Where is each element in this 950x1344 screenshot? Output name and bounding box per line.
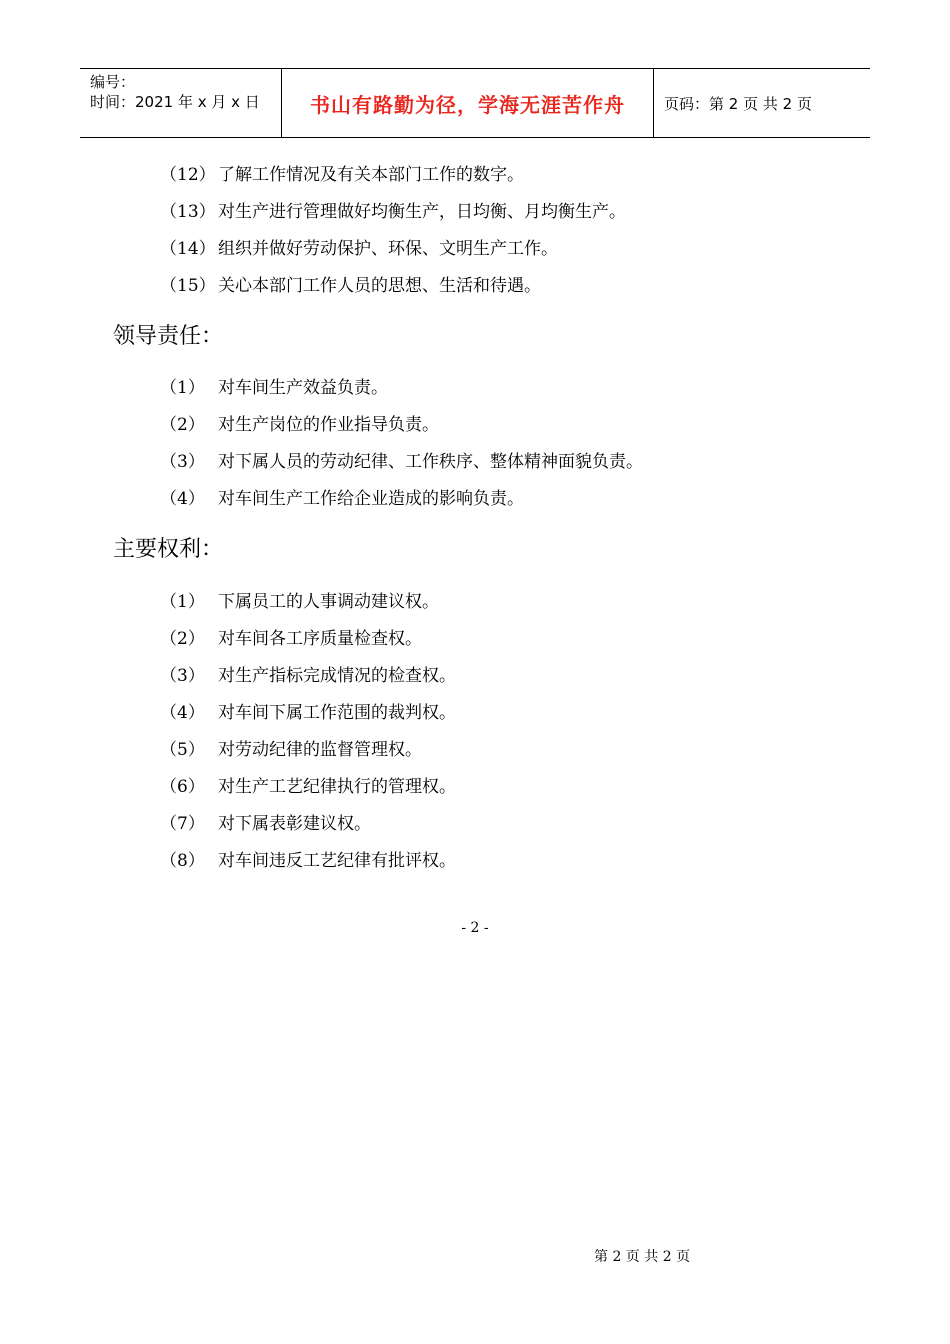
item-number: （2）: [160, 629, 205, 649]
list-item: [160, 775, 456, 799]
item-number: （15）: [160, 276, 216, 296]
item-number: （4）: [160, 703, 205, 723]
list-item: [160, 738, 422, 762]
page-footer: 第 2 页 共 2 页: [594, 1249, 691, 1265]
list-item: [160, 664, 456, 688]
list-item: [160, 701, 456, 725]
list-item: [160, 413, 439, 437]
item-text: 对生产岗位的作业指导负责。: [218, 415, 439, 435]
item-number: （6）: [160, 777, 205, 797]
item-number: （3）: [160, 666, 205, 686]
code-label: 编号：: [90, 73, 136, 91]
section-heading-leadership: 领导责任：: [113, 324, 224, 349]
item-number: （13）: [160, 202, 216, 222]
section-heading-rights: 主要权利：: [113, 537, 224, 562]
item-number: （7）: [160, 814, 205, 834]
list-item: [160, 450, 643, 474]
item-number: （1）: [160, 378, 205, 398]
item-number: （2）: [160, 415, 205, 435]
page-header: [80, 68, 870, 138]
item-number: （8）: [160, 851, 205, 871]
item-text: 对生产进行管理做好均衡生产，日均衡、月均衡生产。: [218, 202, 626, 222]
list-item: [160, 274, 541, 298]
item-number: （4）: [160, 489, 205, 509]
list-item: [160, 849, 456, 873]
list-item: [160, 376, 388, 400]
list-item: [160, 487, 524, 511]
header-left-cell: [80, 69, 282, 137]
item-number: （3）: [160, 452, 205, 472]
item-text: 对生产指标完成情况的检查权。: [218, 666, 456, 686]
item-text: 对下属表彰建议权。: [218, 814, 371, 834]
item-text: 对车间各工序质量检查权。: [218, 629, 422, 649]
list-item: [160, 812, 371, 836]
time-label: 时间：2021 年 x 月 x 日: [90, 93, 260, 111]
item-text: 对生产工艺纪律执行的管理权。: [218, 777, 456, 797]
list-item: [160, 237, 558, 261]
list-item: [160, 590, 439, 614]
header-page-info: 页码：第 2 页 共 2 页: [664, 94, 812, 113]
item-text: 对车间生产工作给企业造成的影响负责。: [218, 489, 524, 509]
item-text: 下属员工的人事调动建议权。: [218, 592, 439, 612]
header-motto: 书山有路勤为径，学海无涯苦作舟: [282, 69, 654, 137]
item-text: 对车间生产效益负责。: [218, 378, 388, 398]
item-text: 对车间下属工作范围的裁判权。: [218, 703, 456, 723]
item-number: （12）: [160, 165, 216, 185]
item-number: （1）: [160, 592, 205, 612]
item-text: 关心本部门工作人员的思想、生活和待遇。: [218, 276, 541, 296]
list-item: [160, 627, 422, 651]
item-text: 组织并做好劳动保护、环保、文明生产工作。: [218, 239, 558, 259]
list-item: [160, 163, 524, 187]
item-text: 对车间违反工艺纪律有批评权。: [218, 851, 456, 871]
list-item: [160, 200, 626, 224]
item-number: （5）: [160, 740, 205, 760]
item-text: 对下属人员的劳动纪律、工作秩序、整体精神面貌负责。: [218, 452, 643, 472]
item-text: 对劳动纪律的监督管理权。: [218, 740, 422, 760]
item-number: （14）: [160, 239, 216, 259]
item-text: 了解工作情况及有关本部门工作的数字。: [218, 165, 524, 185]
page-number: - 2 -: [461, 920, 489, 936]
